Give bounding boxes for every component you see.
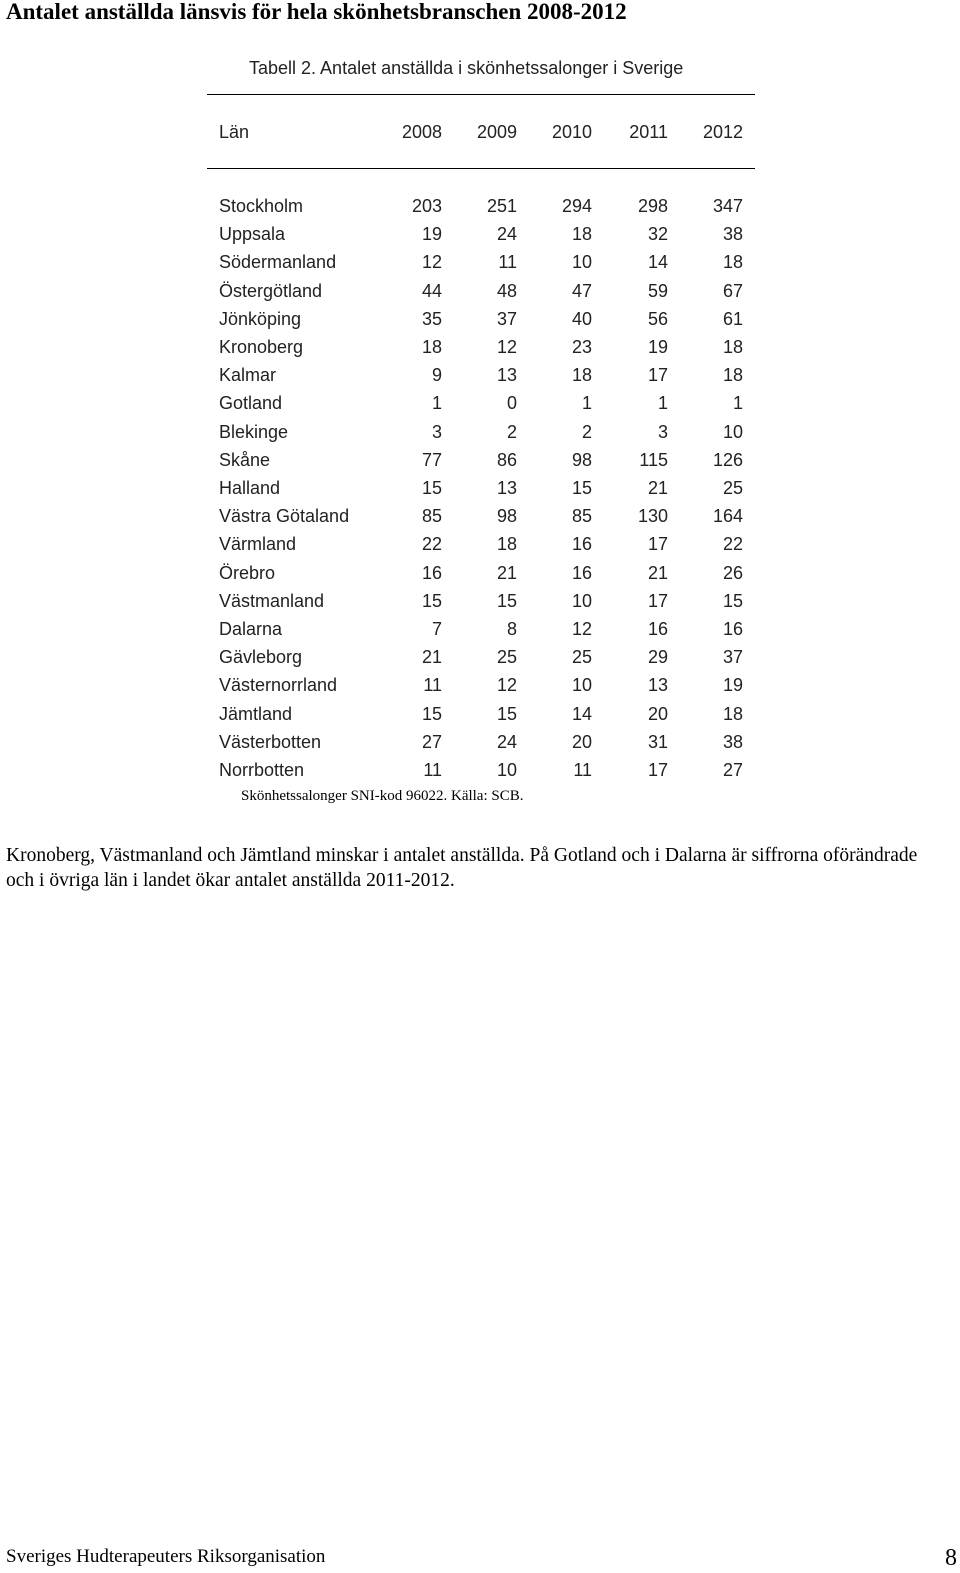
lan-name-cell: Kronoberg	[219, 337, 304, 357]
lan-name-cell: Jönköping	[219, 308, 302, 329]
value-cell-2012: 61	[722, 308, 743, 329]
value-cell-2012: 16	[722, 619, 743, 639]
table-caption: Tabell 2. Antalet anställda i skönhetssalonger i Sverige	[249, 58, 684, 78]
page-heading: Antalet anställda länsvis för hela skönhetsbranschen 2008-2012	[6, 0, 627, 24]
value-cell-2010: 20	[571, 731, 592, 752]
value-cell-2012: 126	[712, 449, 743, 470]
value-cell-2011: 13	[647, 675, 668, 696]
value-cell-2011: 17	[647, 590, 668, 611]
value-cell-2012: 38	[722, 731, 743, 752]
value-cell-2011: 21	[647, 478, 668, 498]
value-cell-2012: 22	[722, 534, 743, 555]
body-paragraph: Kronoberg, Västmanland och Jämtland minskar i antalet anställda. På Gotland och i Dalarna är siffrorna oförändrade och i övriga län i landet ökar antalet anställda 2011-2012.	[6, 845, 918, 891]
value-cell-2012: 38	[722, 224, 743, 245]
value-cell-2008: 15	[421, 703, 442, 724]
value-cell-2011: 298	[637, 196, 668, 216]
lan-name-cell: Västra Götaland	[219, 506, 350, 527]
value-cell-2011: 21	[647, 562, 668, 583]
column-header-lan: Län	[219, 122, 250, 142]
value-cell-2010: 98	[571, 449, 592, 470]
value-cell-2009: 15	[496, 590, 517, 611]
lan-name-cell: Blekinge	[219, 421, 289, 442]
value-cell-2010: 18	[571, 365, 592, 386]
value-cell-2012: 26	[722, 562, 743, 583]
value-cell-2011: 32	[647, 224, 668, 245]
value-cell-2009: 24	[496, 731, 517, 752]
lan-name-cell: Jämtland	[219, 703, 293, 724]
value-cell-2010: 18	[571, 224, 592, 245]
value-cell-2009: 10	[496, 760, 517, 780]
value-cell-2011: 115	[639, 449, 668, 470]
value-cell-2009: 15	[496, 703, 517, 724]
footer-organization: Sveriges Hudterapeuters Riksorganisation	[6, 1546, 326, 1567]
value-cell-2011: 17	[647, 365, 668, 386]
lan-name-cell: Gotland	[219, 393, 283, 414]
value-cell-2009: 21	[496, 562, 517, 583]
value-cell-2012: 347	[712, 196, 743, 216]
value-cell-2008: 9	[431, 365, 442, 386]
lan-name-cell: Värmland	[219, 534, 297, 555]
value-cell-2008: 16	[421, 562, 442, 583]
lan-name-cell: Norrbotten	[219, 760, 305, 780]
value-cell-2009: 18	[496, 534, 517, 555]
lan-name-cell: Östergötland	[219, 280, 323, 301]
value-cell-2011: 56	[647, 308, 668, 329]
value-cell-2009: 0	[506, 393, 517, 414]
column-header-2008: 2008	[401, 122, 442, 142]
lan-name-cell: Stockholm	[219, 196, 304, 216]
value-cell-2009: 25	[496, 647, 517, 668]
table-top-rule	[207, 94, 755, 95]
lan-name-cell: Västernorrland	[219, 675, 338, 696]
lan-name-cell: Södermanland	[219, 252, 337, 273]
table-source-note: Skönhetssalonger SNI-kod 96022. Källa: SCB.	[241, 788, 524, 804]
value-cell-2012: 67	[722, 280, 743, 301]
value-cell-2009: 48	[496, 280, 517, 301]
value-cell-2011: 3	[657, 421, 668, 442]
lan-name-cell: Skåne	[219, 449, 271, 470]
footer-page-number: 8	[945, 1545, 957, 1571]
value-cell-2011: 29	[647, 647, 668, 668]
lan-name-cell: Uppsala	[219, 224, 286, 245]
value-cell-2010: 2	[581, 421, 592, 442]
value-cell-2009: 2	[506, 421, 517, 442]
value-cell-2010: 10	[571, 590, 592, 611]
column-header-2010: 2010	[551, 122, 592, 142]
value-cell-2008: 11	[423, 760, 442, 780]
value-cell-2008: 203	[411, 196, 442, 216]
value-cell-2010: 294	[561, 196, 592, 216]
value-cell-2009: 12	[496, 675, 517, 696]
value-cell-2010: 16	[571, 562, 592, 583]
value-cell-2011: 14	[647, 252, 668, 273]
value-cell-2012: 27	[722, 760, 743, 780]
value-cell-2011: 17	[647, 534, 668, 555]
value-cell-2011: 19	[647, 337, 668, 357]
lan-name-cell: Västerbotten	[219, 731, 322, 752]
value-cell-2009: 98	[496, 506, 517, 527]
lan-name-cell: Örebro	[219, 562, 276, 583]
column-header-2009: 2009	[476, 122, 517, 142]
lan-name-cell: Gävleborg	[219, 647, 303, 668]
value-cell-2009: 12	[496, 337, 517, 357]
value-cell-2008: 3	[431, 421, 442, 442]
lan-name-cell: Dalarna	[219, 619, 283, 639]
value-cell-2011: 17	[647, 760, 668, 780]
value-cell-2010: 11	[573, 760, 592, 780]
value-cell-2010: 10	[571, 675, 592, 696]
value-cell-2012: 164	[712, 506, 743, 527]
value-cell-2012: 37	[722, 647, 743, 668]
value-cell-2010: 47	[571, 280, 592, 301]
value-cell-2009: 13	[496, 478, 517, 498]
value-cell-2008: 15	[421, 590, 442, 611]
value-cell-2012: 18	[722, 252, 743, 273]
value-cell-2010: 14	[571, 703, 592, 724]
value-cell-2012: 19	[722, 675, 743, 696]
value-cell-2008: 77	[421, 449, 442, 470]
lan-name-cell: Kalmar	[219, 365, 277, 386]
value-cell-2010: 40	[571, 308, 592, 329]
value-cell-2011: 16	[647, 619, 668, 639]
value-cell-2010: 23	[571, 337, 592, 357]
value-cell-2011: 130	[637, 506, 668, 527]
value-cell-2009: 8	[506, 619, 517, 639]
value-cell-2011: 20	[647, 703, 668, 724]
value-cell-2008: 21	[421, 647, 442, 668]
value-cell-2009: 11	[498, 252, 517, 273]
value-cell-2008: 12	[421, 252, 442, 273]
value-cell-2012: 1	[732, 393, 743, 414]
value-cell-2008: 7	[431, 619, 442, 639]
value-cell-2012: 15	[722, 590, 743, 611]
value-cell-2008: 85	[421, 506, 442, 527]
value-cell-2010: 15	[571, 478, 592, 498]
value-cell-2009: 251	[486, 196, 517, 216]
value-cell-2010: 12	[571, 619, 592, 639]
value-cell-2009: 37	[496, 308, 517, 329]
value-cell-2010: 25	[571, 647, 592, 668]
value-cell-2010: 10	[571, 252, 592, 273]
value-cell-2011: 59	[647, 280, 668, 301]
column-header-2012: 2012	[702, 122, 743, 142]
value-cell-2012: 18	[722, 365, 743, 386]
value-cell-2008: 35	[421, 308, 442, 329]
value-cell-2010: 1	[581, 393, 592, 414]
value-cell-2008: 44	[421, 280, 442, 301]
value-cell-2012: 10	[722, 421, 743, 442]
value-cell-2012: 18	[722, 703, 743, 724]
value-cell-2008: 27	[421, 731, 442, 752]
value-cell-2012: 18	[722, 337, 743, 357]
table-header-rule	[207, 168, 755, 169]
value-cell-2011: 31	[647, 731, 668, 752]
lan-name-cell: Halland	[219, 478, 281, 498]
value-cell-2008: 18	[421, 337, 442, 357]
value-cell-2011: 1	[657, 393, 668, 414]
value-cell-2009: 13	[496, 365, 517, 386]
value-cell-2008: 1	[431, 393, 442, 414]
value-cell-2009: 86	[496, 449, 517, 470]
column-header-2011: 2011	[629, 122, 668, 142]
value-cell-2010: 16	[571, 534, 592, 555]
value-cell-2008: 22	[421, 534, 442, 555]
value-cell-2008: 19	[421, 224, 442, 245]
lan-name-cell: Västmanland	[219, 590, 325, 611]
value-cell-2010: 85	[571, 506, 592, 527]
value-cell-2008: 11	[423, 675, 442, 696]
value-cell-2012: 25	[722, 478, 743, 498]
value-cell-2008: 15	[421, 478, 442, 498]
value-cell-2009: 24	[496, 224, 517, 245]
